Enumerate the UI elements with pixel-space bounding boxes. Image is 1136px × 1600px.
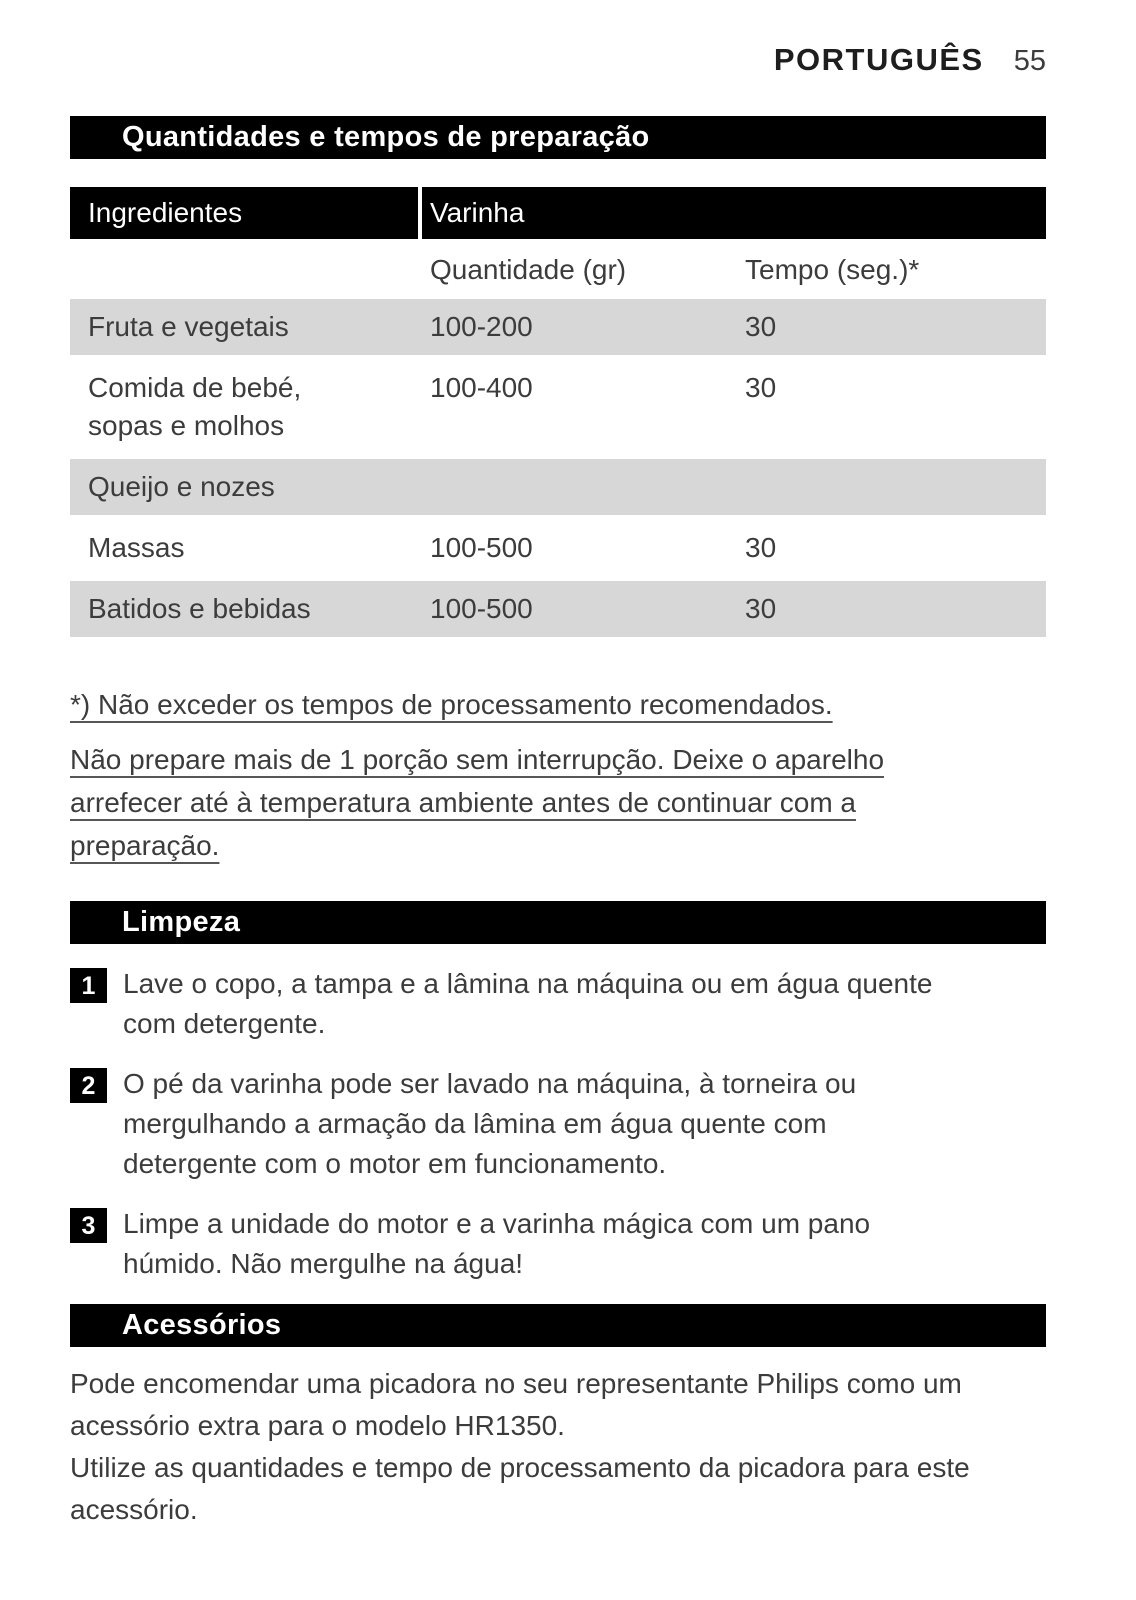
step-number-badge: 3 [70,1208,107,1243]
accessories-paragraph: Pode encomendar uma picadora no seu representante Philips como um acessório extra para o modelo HR1350. [70,1368,962,1441]
table-row [70,360,1046,454]
step-text: Lave o copo, a tampa e a lâmina na máquina ou em água quente com detergente. [123,968,933,1039]
cell-quantity: 100-500 [430,593,533,624]
section-title-cleaning: Limpeza [70,901,1046,944]
language-label: PORTUGUÊS [773,42,984,77]
cell-quantity: 100-500 [430,532,533,563]
cell-time: 30 [745,593,777,624]
table-row [70,459,1046,515]
table-row [70,581,1046,637]
cell-ingredient: Comida de bebé, sopas e molhos [88,372,302,441]
step-text: Limpe a unidade do motor e a varinha mágica com um pano húmido. Não mergulhe na água! [123,1208,871,1279]
table-header-varinha: Varinha [422,187,1046,239]
cleaning-step [70,964,1046,1044]
cell-ingredient: Massas [88,532,185,563]
note-cooldown: Não prepare mais de 1 porção sem interrupção. Deixe o aparelho arrefecer até à temperatura ambiente antes de continuar com a preparação. [70,744,885,861]
cell-time: 30 [745,311,777,342]
step-text: O pé da varinha pode ser lavado na máquina, à torneira ou mergulhando a armação da lâmina em água quente com detergente com o motor em funcionamento. [123,1068,857,1179]
cell-ingredient: Queijo e nozes [88,471,275,502]
accessories-paragraphs [70,1363,1046,1531]
table-header-row [70,187,1046,239]
table-subheader-quantity: Quantidade (gr) [430,254,627,285]
page-number: 55 [1013,45,1046,77]
step-number-badge: 1 [70,968,107,1003]
cell-quantity [422,468,737,506]
cell-quantity: 100-200 [430,311,533,342]
cleaning-steps [70,964,1046,1284]
table-header-ingredients: Ingredientes [70,187,418,239]
section-title-quantities: Quantidades e tempos de preparação [70,116,1046,159]
cell-time: 30 [745,372,777,403]
cell-time [737,468,1046,506]
page-header [70,42,1046,82]
preparation-table [70,187,1046,637]
table-subheader-row [70,239,1046,299]
accessories-paragraph: Utilize as quantidades e tempo de processamento da picadora para este acessório. [70,1452,970,1525]
table-subheader-time: Tempo (seg.)* [745,254,920,285]
cell-quantity: 100-400 [430,372,533,403]
section-title-accessories: Acessórios [70,1304,1046,1347]
cell-ingredient: Batidos e bebidas [88,593,311,624]
cleaning-step [70,1204,1046,1284]
note-processing-times: *) Não exceder os tempos de processamento recomendados. [70,689,833,720]
cleaning-step [70,1064,1046,1184]
table-subheader-empty [70,254,422,286]
table-row [70,520,1046,576]
table-row [70,299,1046,355]
cell-time: 30 [745,532,777,563]
cell-ingredient: Fruta e vegetais [88,311,289,342]
step-number-badge: 2 [70,1068,107,1103]
